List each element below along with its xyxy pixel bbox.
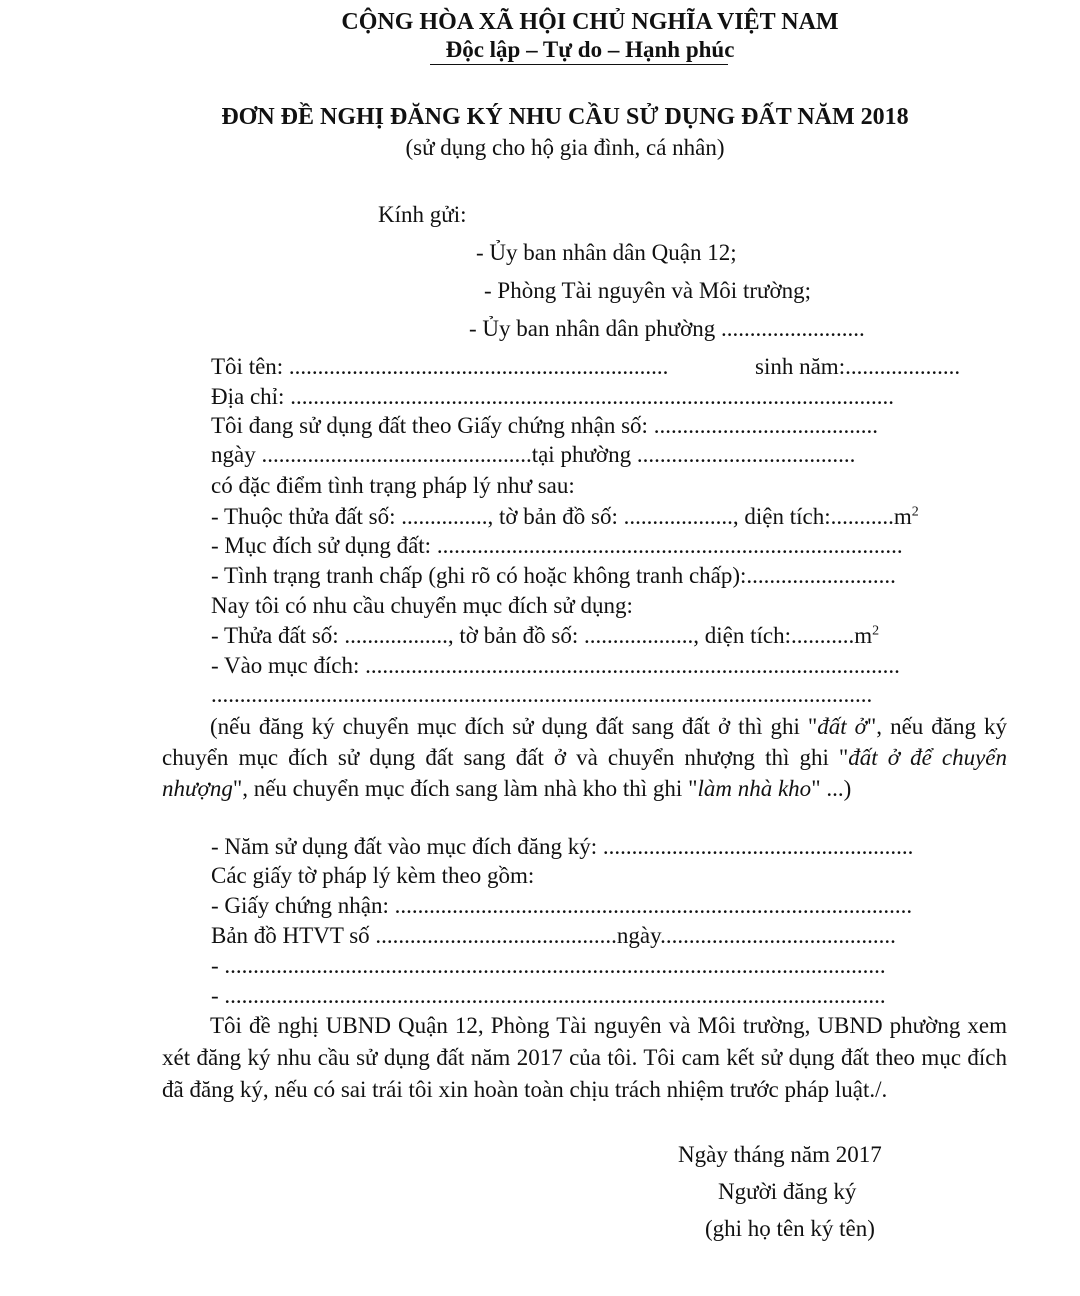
address-field: Địa chỉ: ......................................................................................................... <box>211 384 894 409</box>
form-title: ĐƠN ĐỀ NGHỊ ĐĂNG KÝ NHU CẦU SỬ DỤNG ĐẤT NĂM 2018 <box>221 104 909 130</box>
purpose-instruction-note: (nếu đăng ký chuyển mục đích sử dụng đất sang đất ở thì ghi "đất ở", nếu đăng ký chuyển mục đích sử dụng đất sang đất ở và chuyển nhượng thì ghi "đất ở để chuyển nhượng", nếu chuyển mục đích sang làm nhà kho thì ghi "làm nhà kho" ...) <box>162 714 1007 801</box>
target-purpose-continuation: ................................................................................................................... <box>211 682 873 707</box>
legal-status-intro: có đặc điểm tình trạng pháp lý như sau: <box>211 473 575 498</box>
birth-year-field: sinh năm:.................... <box>755 354 961 379</box>
extra-document-field-2: - ................................................................................................................... <box>211 983 886 1008</box>
map-number-date-field: Bản đồ HTVT số ..........................................ngày......................................... <box>211 923 896 948</box>
certificate-document-field: - Giấy chứng nhận: .......................................................................................... <box>211 893 913 918</box>
form-subtitle: (sử dụng cho hộ gia đình, cá nhân) <box>405 135 725 160</box>
extra-document-field-1: - ................................................................................................................... <box>211 953 886 978</box>
certificate-date-ward-field: ngày ...............................................tại phường ...................................... <box>211 442 856 467</box>
closing-statement: Tôi đề nghị UBND Quận 12, Phòng Tài nguyên và Môi trường, UBND phường xem xét đăng ký nhu cầu sử dụng đất năm 2017 của tôi. Tôi cam kết sử dụng đất theo mục đích đã đăng ký, nếu có sai trái tôi xin hoàn toàn chịu trách nhiệm trước pháp luật./. <box>162 1013 1007 1102</box>
certificate-number-field: Tôi đang sử dụng đất theo Giấy chứng nhận số: ....................................... <box>211 413 878 438</box>
target-purpose-field: - Vào mục đích: ............................................................................................. <box>211 653 900 678</box>
signature-role: Người đăng ký <box>718 1179 857 1204</box>
dispute-status-field: - Tình trạng tranh chấp (ghi rõ có hoặc không tranh chấp):.......................... <box>211 563 896 588</box>
recipient-ward-committee: - Ủy ban nhân dân phường ......................... <box>469 316 865 341</box>
national-motto: Độc lập – Tự do – Hạnh phúc <box>445 37 735 62</box>
current-land-use-field: - Mục đích sử dụng đất: ................................................................................. <box>211 533 903 558</box>
signature-date: Ngày tháng năm 2017 <box>678 1142 882 1167</box>
country-name: CỘNG HÒA XÃ HỘI CHỦ NGHĨA VIỆT NAM <box>341 9 839 35</box>
motto-underline <box>430 64 728 65</box>
applicant-name-field: Tôi tên: .................................................................. <box>211 354 669 379</box>
recipient-district-committee: - Ủy ban nhân dân Quận 12; <box>476 240 737 265</box>
signature-hint: (ghi họ tên ký tên) <box>705 1216 875 1241</box>
current-parcel-field: - Thuộc thửa đất số: ..............., tờ bản đồ số: ..................., diện $tích:...........m^2$ <box>211 504 919 529</box>
conversion-need-intro: Nay tôi có nhu cầu chuyển mục đích sử dụng: <box>211 593 633 618</box>
target-parcel-field: - Thửa đất số: .................., tờ bản đồ số: ..................., diện $tích:...........m^2$ <box>211 623 880 648</box>
usage-year-field: - Năm sử dụng đất vào mục đích đăng ký: ...................................................... <box>211 834 914 859</box>
greeting: Kính gửi: <box>378 202 467 227</box>
recipient-resources-office: - Phòng Tài nguyên và Môi trường; <box>484 278 812 303</box>
attached-documents-intro: Các giấy tờ pháp lý kèm theo gồm: <box>211 863 535 888</box>
